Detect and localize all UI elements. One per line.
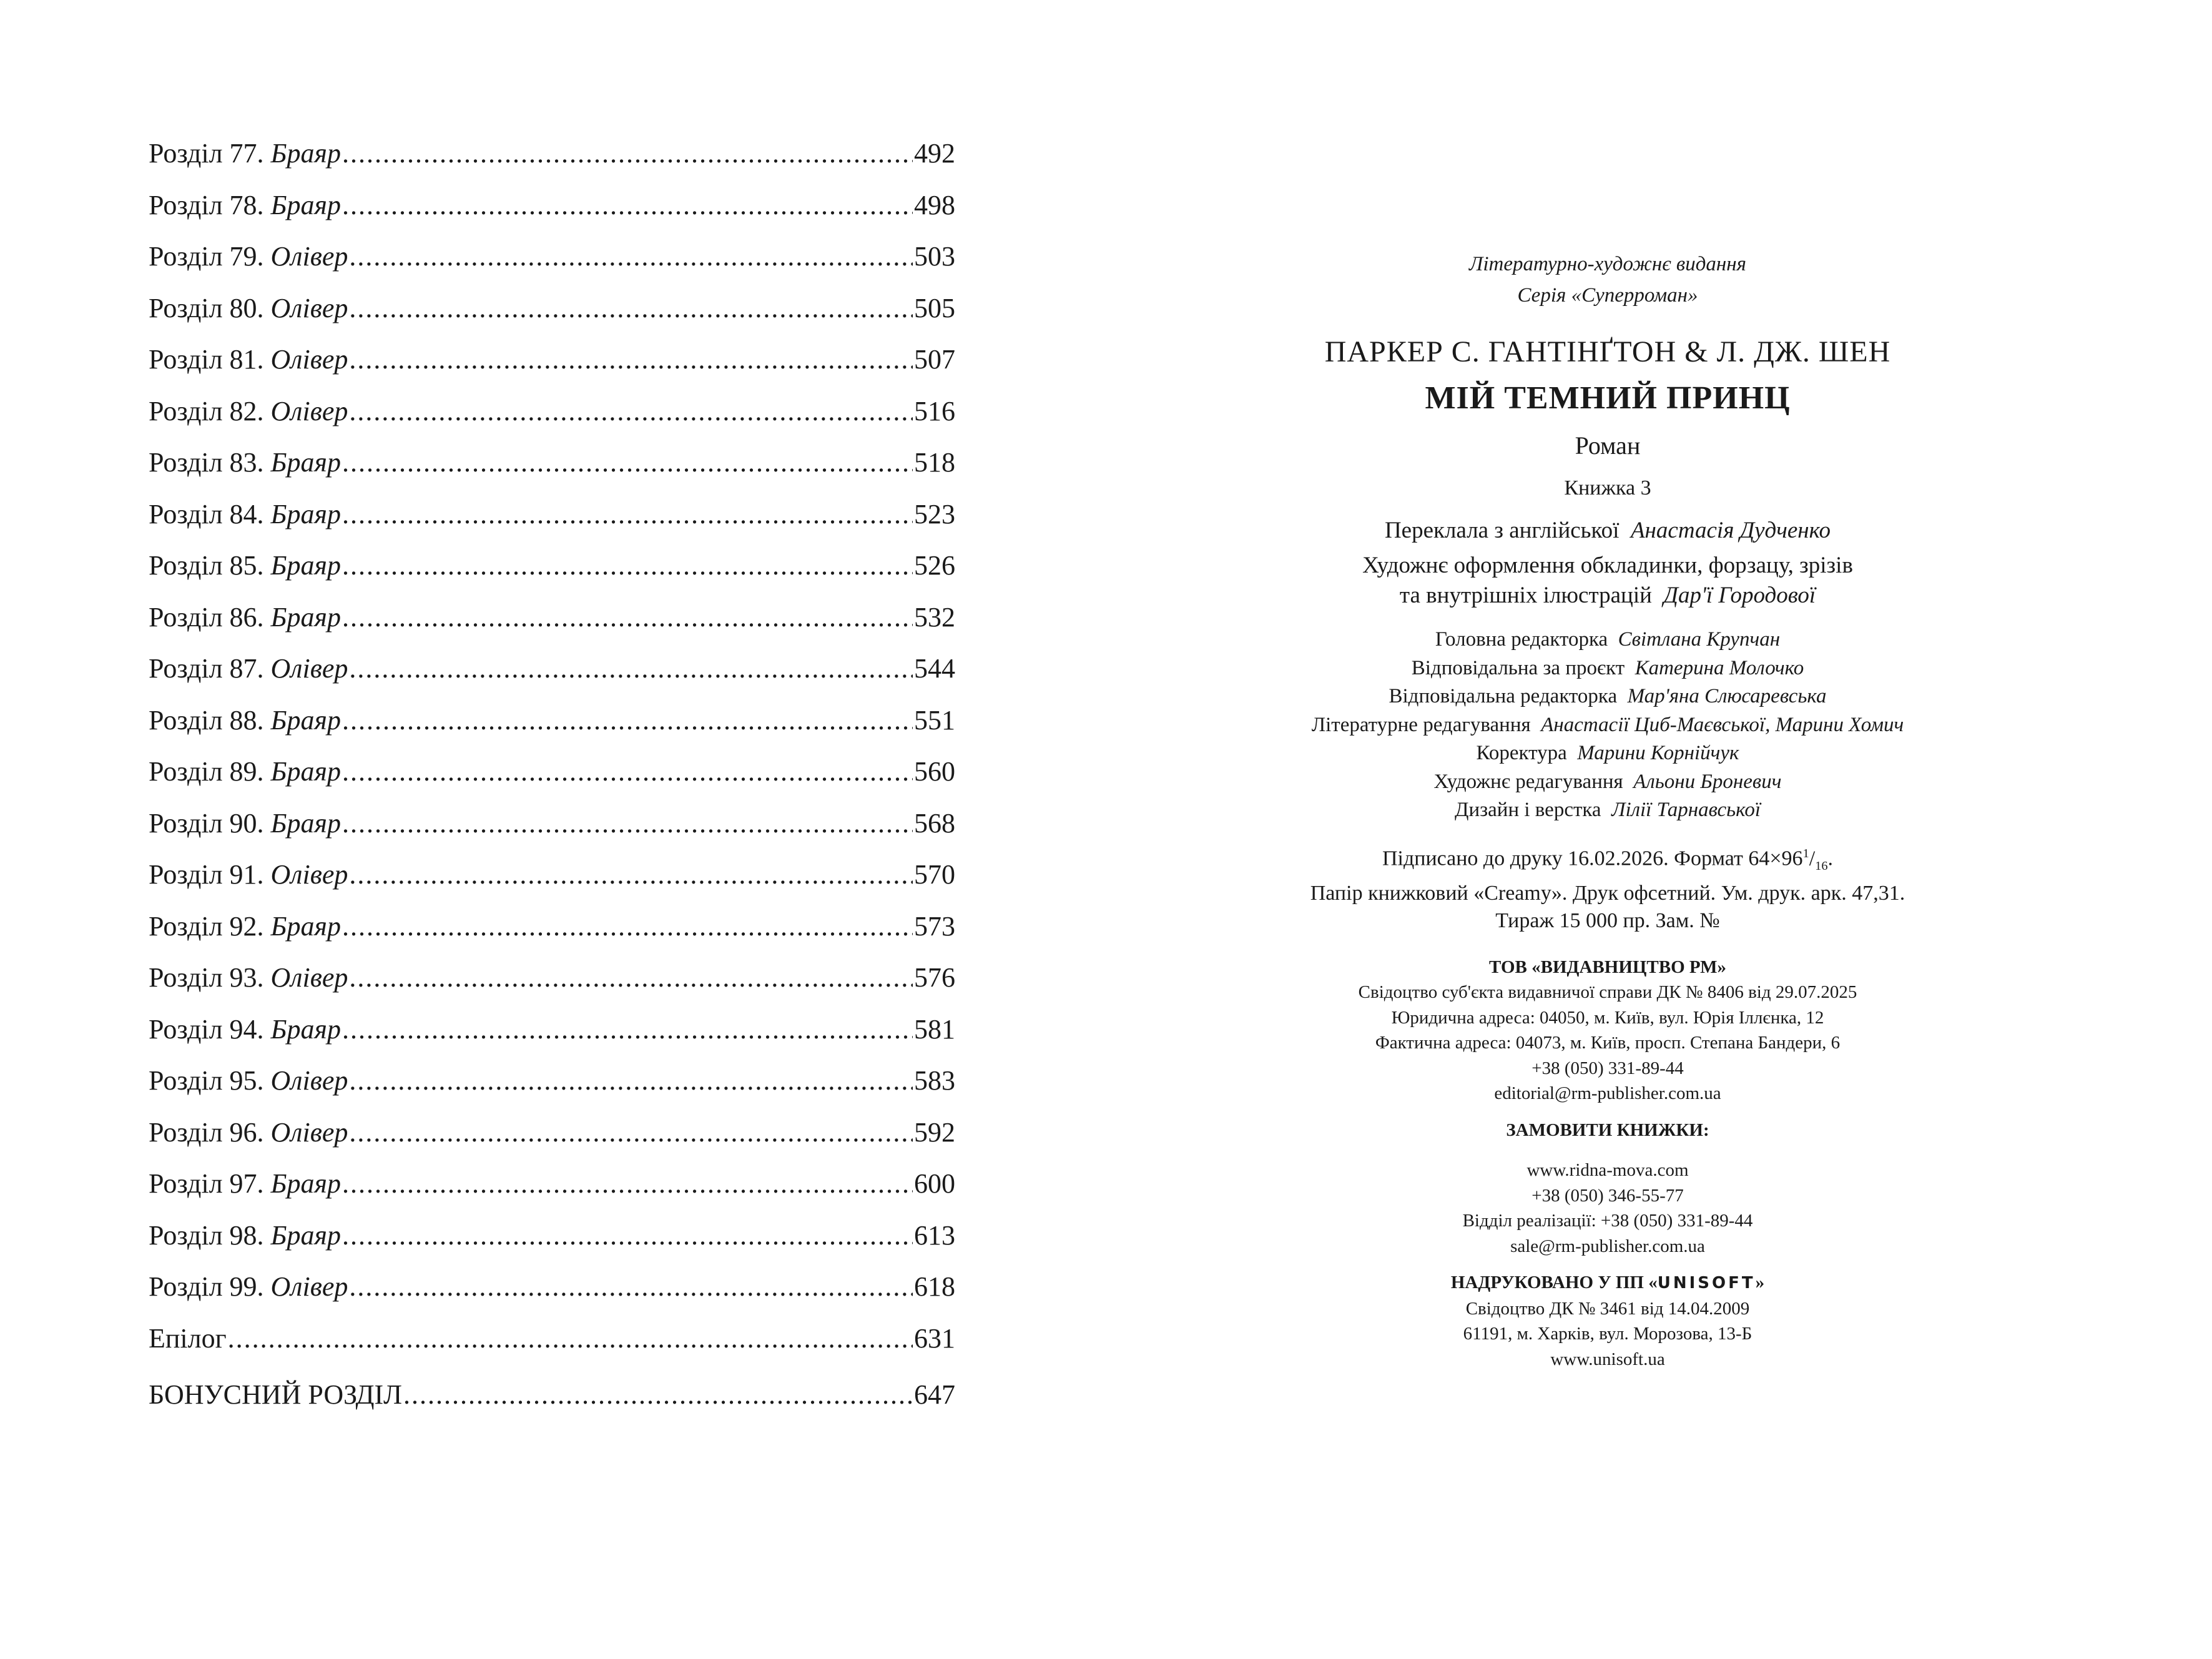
toc-entry-narrator: Олівер: [270, 1116, 348, 1148]
toc-entry-prefix: Розділ 82.: [149, 395, 264, 426]
toc-entry: [149, 1065, 955, 1116]
toc-entry-page: 573: [914, 910, 955, 942]
toc-entry: [149, 549, 955, 601]
toc-entry-label: [149, 601, 341, 633]
credit-line: [1261, 682, 1954, 711]
toc-entry-narrator: Олівер: [270, 344, 348, 375]
toc-entry: [149, 343, 955, 395]
toc-entry-label: [149, 807, 341, 839]
publisher-license: Свідоцтво суб'єкта видавничої справи ДК № 8406 від 29.07.2025: [1358, 982, 1857, 1003]
printer-address: 61191, м. Харків, вул. Морозова, 13-Б: [1463, 1324, 1752, 1344]
toc-leader-dots: [342, 807, 913, 839]
printer-site: www.unisoft.ua: [1550, 1349, 1665, 1369]
toc-entry-prefix: Розділ 91.: [149, 859, 264, 890]
publisher-actual-address: Фактична адреса: 04073, м. Київ, просп. Степана Бандери, 6: [1375, 1033, 1841, 1053]
toc-entry-narrator: Олівер: [270, 653, 348, 684]
printer-heading: НАДРУКОВАНО У ПП «UNISOFT»: [1450, 1273, 1765, 1293]
order-sales: Відділ реалізації: +38 (050) 331-89-44: [1462, 1211, 1753, 1231]
toc-entry-label: [149, 137, 341, 169]
credit-role: Художнє редагування: [1433, 770, 1623, 793]
book-volume: Книжка 3: [1564, 476, 1651, 500]
toc-entry-page: 583: [914, 1065, 955, 1096]
toc-leader-dots: [349, 1271, 913, 1302]
toc-entry-narrator: Браяр: [270, 756, 341, 787]
print-run: Тираж 15 000 пр. Зам. №: [1495, 908, 1720, 932]
credit-role: Дизайн і верстка: [1454, 799, 1601, 821]
toc-entry-label: [149, 756, 341, 787]
toc-leader-dots: [342, 704, 913, 736]
toc-entry-prefix: Розділ 87.: [149, 653, 264, 684]
format-numerator: 1: [1802, 846, 1809, 860]
credit-line: [1261, 626, 1954, 654]
toc-leader-dots: [349, 652, 913, 684]
art-name: Дар'ї Городової: [1663, 583, 1816, 608]
toc-entry-label: [149, 292, 348, 324]
publisher-email: editorial@rm-publisher.com.ua: [1494, 1083, 1721, 1104]
format-end: .: [1827, 846, 1834, 870]
toc-entry: [149, 498, 955, 550]
toc-entry-page: 518: [914, 447, 955, 478]
toc-leader-dots: [349, 962, 913, 993]
translator-name: Анастасія Дудченко: [1630, 518, 1831, 543]
toc-leader-dots: [403, 1379, 913, 1410]
credit-line: [1261, 796, 1954, 825]
toc-entry-narrator: Олівер: [270, 292, 348, 323]
toc-entry-page: 631: [914, 1322, 955, 1354]
translator-line: [1261, 516, 1954, 546]
toc-entry: [149, 704, 955, 756]
toc-leader-dots: [349, 240, 913, 272]
toc-entry-label: [149, 549, 341, 581]
publisher-legal-address: Юридична адреса: 04050, м. Київ, вул. Юрія Іллєнка, 12: [1391, 1007, 1824, 1028]
toc-entry-label: [149, 1379, 402, 1410]
toc-entry: [149, 1013, 955, 1065]
toc-leader-dots: [342, 446, 913, 478]
toc-entry-label: [149, 1013, 341, 1045]
toc-entry-label: [149, 446, 341, 478]
toc-entry-label: [149, 962, 348, 993]
toc-entry-prefix: Розділ 94.: [149, 1013, 264, 1045]
toc-entry-narrator: Олівер: [270, 395, 348, 426]
toc-entry: [149, 240, 955, 292]
toc-leader-dots: [342, 1219, 913, 1251]
print-signed: Підписано до друку 16.02.2026. Формат 64×96: [1382, 846, 1803, 870]
toc-entry-page: 560: [914, 756, 955, 787]
toc-entry-narrator: Браяр: [270, 910, 341, 942]
printer-logo-name: UNISOFT: [1657, 1274, 1756, 1293]
credit-role: Літературне редагування: [1311, 713, 1531, 736]
toc-entry-page: 592: [914, 1116, 955, 1148]
toc-entry-prefix: Розділ 88.: [149, 704, 264, 736]
toc-entry-label: [149, 910, 341, 942]
toc-entry: [149, 1168, 955, 1219]
toc-entry-prefix: Розділ 79.: [149, 241, 264, 272]
toc-entry-prefix: Розділ 99.: [149, 1271, 264, 1302]
series-name: Серія «Суперроман»: [1517, 284, 1698, 307]
format-denominator: 16: [1815, 859, 1828, 873]
credit-name: Альони Броневич: [1633, 770, 1782, 793]
toc-entry-prefix: Розділ 93.: [149, 962, 264, 993]
toc-entry: [149, 859, 955, 910]
toc-entry-narrator: Браяр: [270, 704, 341, 736]
toc-entry-page: 551: [914, 704, 955, 736]
credit-role: Коректура: [1476, 742, 1567, 764]
toc-entry-label: [149, 498, 341, 530]
toc-entry-narrator: Браяр: [270, 1168, 341, 1199]
toc-entry-prefix: БОНУСНИЙ РОЗДІЛ: [149, 1379, 402, 1410]
toc-entry-narrator: Браяр: [270, 138, 341, 169]
toc-entry-page: 647: [914, 1379, 955, 1410]
toc-entry-label: [149, 395, 348, 427]
toc-entry-prefix: Розділ 90.: [149, 807, 264, 839]
toc-entry: [149, 652, 955, 704]
toc-entry-page: 618: [914, 1271, 955, 1302]
toc-entry: [149, 446, 955, 498]
toc-entry-prefix: Розділ 95.: [149, 1065, 264, 1096]
toc-entry-label: [149, 652, 348, 684]
toc-entry-label: [149, 1271, 348, 1302]
imprint-page: [1261, 249, 1954, 1372]
toc-leader-dots: [349, 343, 913, 375]
order-heading: ЗАМОВИТИ КНИЖКИ:: [1506, 1120, 1709, 1140]
toc-entry: [149, 292, 955, 344]
credit-name: Анастасії Циб-Маєвської, Марини Хомич: [1541, 713, 1904, 736]
toc-leader-dots: [342, 601, 913, 633]
toc-entry-label: [149, 240, 348, 272]
toc-entry-label: [149, 1065, 348, 1096]
toc-entry: [149, 962, 955, 1013]
toc-entry-page: 568: [914, 807, 955, 839]
toc-entry-prefix: Розділ 84.: [149, 498, 264, 529]
toc-entry-narrator: Браяр: [270, 189, 341, 220]
toc-entry-prefix: Розділ 85.: [149, 550, 264, 581]
toc-entry-prefix: Епілог: [149, 1322, 227, 1354]
toc-entry-prefix: Розділ 92.: [149, 910, 264, 942]
toc-entry-page: 526: [914, 550, 955, 581]
toc-entry-narrator: Браяр: [270, 498, 341, 529]
toc-entry-narrator: Олівер: [270, 1065, 348, 1096]
toc-entry-narrator: Браяр: [270, 601, 341, 633]
toc-entry-label: [149, 1219, 341, 1251]
order-phone: +38 (050) 346-55-77: [1531, 1185, 1684, 1206]
toc-entry-page: 498: [914, 189, 955, 220]
toc-leader-dots: [342, 549, 913, 581]
edition-type: Літературно-художнє видання: [1469, 253, 1746, 275]
credit-line: [1261, 768, 1954, 797]
toc-leader-dots: [349, 859, 913, 890]
toc-entry-prefix: Розділ 80.: [149, 292, 264, 323]
toc-leader-dots: [342, 498, 913, 530]
toc-entry-prefix: Розділ 89.: [149, 756, 264, 787]
toc-entry-page: 503: [914, 241, 955, 272]
credit-name: Світлана Крупчан: [1618, 628, 1781, 651]
toc-entry-narrator: Олівер: [270, 962, 348, 993]
art-label-1: Художнє оформлення обкладинки, форзацу, зрізів: [1362, 553, 1853, 578]
toc-entry-prefix: Розділ 83.: [149, 447, 264, 478]
toc-entry-prefix: Розділ 96.: [149, 1116, 264, 1148]
credit-role: Відповідальна за проєкт: [1411, 656, 1625, 679]
toc-entry-prefix: Розділ 97.: [149, 1168, 264, 1199]
table-of-contents: [149, 137, 955, 1430]
toc-entry: [149, 189, 955, 241]
toc-entry-page: 523: [914, 498, 955, 529]
toc-entry-label: [149, 1168, 341, 1199]
toc-entry: [149, 1322, 955, 1374]
toc-leader-dots: [342, 1168, 913, 1199]
toc-entry-page: 581: [914, 1013, 955, 1045]
toc-leader-dots: [349, 1116, 913, 1148]
toc-leader-dots: [228, 1322, 913, 1354]
toc-entry-prefix: Розділ 98.: [149, 1219, 264, 1251]
credit-role: Головна редакторка: [1435, 628, 1608, 651]
toc-entry-prefix: Розділ 77.: [149, 138, 264, 169]
toc-entry: [149, 137, 955, 189]
toc-entry: [149, 807, 955, 859]
credit-name: Марини Корнійчук: [1577, 742, 1739, 764]
toc-entry-page: 532: [914, 601, 955, 633]
toc-entry: [149, 1116, 955, 1168]
toc-entry-page: 576: [914, 962, 955, 993]
toc-entry: [149, 1379, 955, 1430]
toc-entry: [149, 601, 955, 653]
toc-entry-prefix: Розділ 81.: [149, 344, 264, 375]
toc-entry-page: 505: [914, 292, 955, 323]
toc-entry-page: 492: [914, 138, 955, 169]
toc-leader-dots: [349, 395, 913, 427]
toc-entry-page: 600: [914, 1168, 955, 1199]
print-paper: Папір книжковий «Creamy». Друк офсетний. Ум. друк. арк. 47,31.: [1310, 881, 1905, 905]
credit-line: [1261, 711, 1954, 740]
toc-entry-page: 570: [914, 859, 955, 890]
art-label-2: та внутрішніх ілюстрацій: [1399, 583, 1652, 608]
credit-line: [1261, 739, 1954, 768]
toc-entry-page: 507: [914, 344, 955, 375]
toc-entry-prefix: Розділ 86.: [149, 601, 264, 633]
toc-leader-dots: [342, 910, 913, 942]
toc-entry-label: [149, 1116, 348, 1148]
toc-entry: [149, 1219, 955, 1271]
toc-entry-label: [149, 189, 341, 221]
toc-entry: [149, 1271, 955, 1322]
print-signed-line: Підписано до друку 16.02.2026. Формат $64\times 96^1/_{16}$.: [1382, 846, 1834, 873]
toc-leader-dots: [349, 292, 913, 324]
toc-entry-label: [149, 343, 348, 375]
toc-entry-narrator: Браяр: [270, 1013, 341, 1045]
toc-leader-dots: [342, 189, 913, 221]
toc-leader-dots: [342, 1013, 913, 1045]
toc-leader-dots: [342, 137, 913, 169]
toc-entry-narrator: Браяр: [270, 447, 341, 478]
credit-role: Відповідальна редакторка: [1389, 685, 1618, 707]
toc-entry: [149, 395, 955, 447]
order-email: sale@rm-publisher.com.ua: [1510, 1236, 1705, 1256]
toc-entry-page: 516: [914, 395, 955, 426]
translator-label: Переклала з англійської: [1384, 518, 1620, 543]
book-title: МІЙ ТЕМНИЙ ПРИНЦ: [1425, 380, 1791, 416]
book-authors: ПАРКЕР С. ГАНТІНҐТОН & Л. ДЖ. ШЕН: [1324, 335, 1891, 368]
toc-entry-narrator: Олівер: [270, 859, 348, 890]
toc-entry-narrator: Олівер: [270, 1271, 348, 1302]
credit-name: Лілії Тарнавської: [1611, 799, 1761, 821]
printer-license: Свідоцтво ДК № 3461 від 14.04.2009: [1465, 1298, 1750, 1319]
credit-line: [1261, 654, 1954, 683]
toc-entry-label: [149, 1322, 227, 1354]
book-genre: Роман: [1575, 431, 1641, 460]
toc-entry: [149, 910, 955, 962]
toc-entry-narrator: Браяр: [270, 807, 341, 839]
toc-entry-narrator: Олівер: [270, 241, 348, 272]
toc-leader-dots: [342, 756, 913, 787]
toc-leader-dots: [349, 1065, 913, 1096]
toc-entry-page: 544: [914, 653, 955, 684]
credit-name: Мар'яна Слюсаревська: [1627, 685, 1827, 707]
toc-entry-narrator: Браяр: [270, 1219, 341, 1251]
publisher-name: ТОВ «ВИДАВНИЦТВО РМ»: [1489, 957, 1726, 977]
publisher-phone: +38 (050) 331-89-44: [1531, 1058, 1684, 1078]
toc-entry-label: [149, 859, 348, 890]
toc-entry-prefix: Розділ 78.: [149, 189, 264, 220]
art-line-2: [1261, 581, 1954, 611]
toc-entry: [149, 756, 955, 807]
order-site: www.ridna-mova.com: [1526, 1160, 1689, 1181]
toc-entry-narrator: Браяр: [270, 550, 341, 581]
credit-name: Катерина Молочко: [1634, 656, 1804, 679]
toc-entry-label: [149, 704, 341, 736]
credits-list: [1261, 626, 1954, 825]
toc-entry-page: 613: [914, 1219, 955, 1251]
